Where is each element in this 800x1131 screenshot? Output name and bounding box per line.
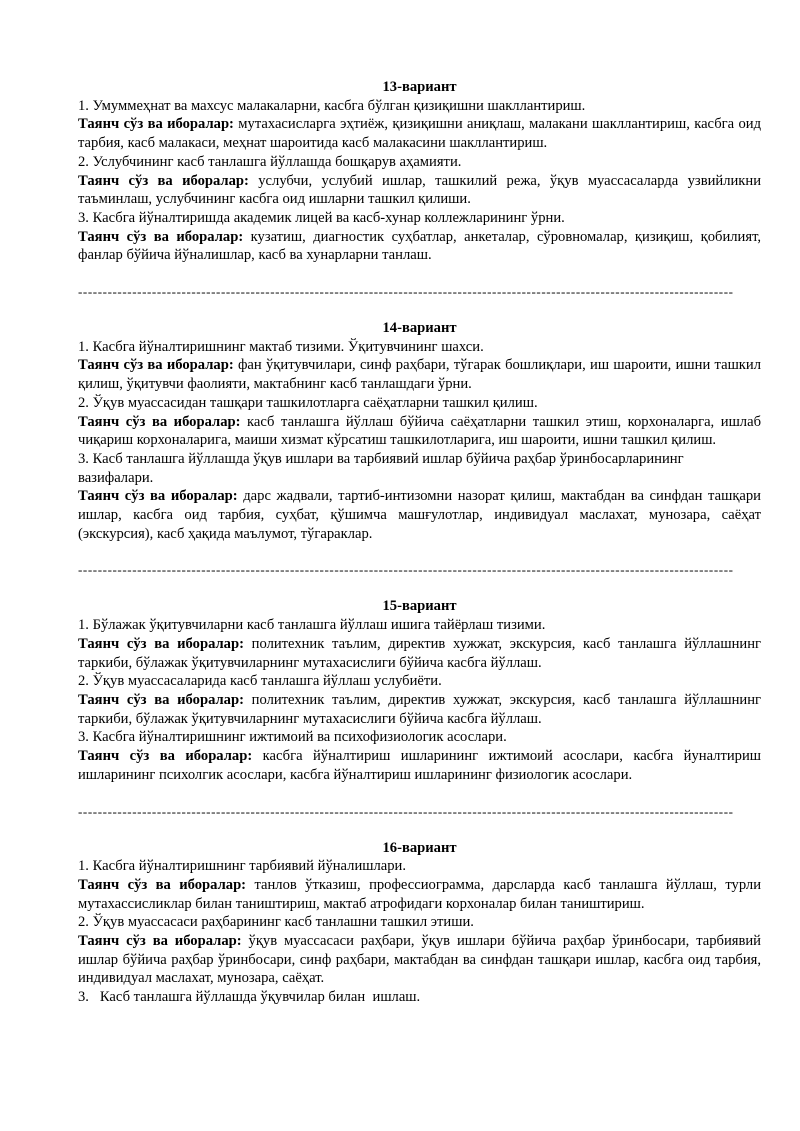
separator-line: ------------------------------------------------------------------------------------------------------------------------------------- (78, 562, 734, 578)
keywords-paragraph (78, 747, 761, 784)
keywords-text: услубчи, услубий ишлар, ташкилий режа, ўқув муассасаларда узвийликни таъминлаш, услубчининг касбга оид ишларни ташкил қилиши. (78, 172, 762, 208)
keywords-label: Таянч сўз ва иборалар: (78, 876, 247, 893)
question: 2. Ўқув муассасидан ташқари ташкилотларга саёҳатларни ташкил қилиш. (78, 394, 538, 411)
keywords-text: политехник таълим, директив хужжат, экскурсия, касб танлашга йўллашнинг таркиби, бўлажак ўқитувчиларнинг мутахасислиги бўйича касбга йўллаш. (78, 691, 761, 727)
keywords-label: Таянч сўз ва иборалар: (78, 172, 249, 189)
separator-line: ------------------------------------------------------------------------------------------------------------------------------------- (78, 803, 734, 819)
keywords-text: мутахасисларга эҳтиёж, қизиқишни аниқлаш, малакани шакллантириш, касбга оид тарбия, касб малакаси, меҳнат шароитида касб малакасини шакллантириш. (78, 116, 761, 152)
keywords-label: Таянч сўз ва иборалар: (78, 488, 238, 505)
keywords-text: фан ўқитувчилари, синф раҳбари, тўгарак бошлиқлари, иш шароити, ишни ташкил қилиш, ўқитувчи фаолияти, мактабнинг касб танлашдаги ўрни. (78, 357, 761, 393)
keywords-paragraph (78, 487, 761, 543)
keywords-label: Таянч сўз ва иборалар: (78, 413, 241, 430)
keywords-paragraph (78, 876, 761, 913)
keywords-text: танлов ўтказиш, профессиограмма, дарсларда касб танлашга йўллаш, турли мутахассисликлар билан таништириш, мактаб атрофидаги корхоналар билан таништириш. (78, 876, 762, 912)
keywords-label: Таянч сўз ва иборалар: (78, 933, 242, 950)
question: 2. Ўқув муассасаларида касб танлашга йўллаш услубиёти. (78, 673, 442, 690)
keywords-label: Таянч сўз ва иборалар: (78, 357, 234, 374)
variant-title: 13-вариант (382, 79, 457, 95)
question: 2. Ўқув муассасаси раҳбарининг касб танлашни ташкил этиши. (78, 914, 474, 931)
question: 2. Услубчининг касб танлашга йўллашда бошқарув аҳамияти. (78, 153, 462, 170)
variant-13 (78, 78, 761, 265)
keywords-label: Таянч сўз ва иборалар: (78, 691, 244, 708)
variant-title: 15-вариант (382, 598, 457, 615)
keywords-paragraph (78, 691, 761, 728)
keywords-paragraph (78, 356, 761, 393)
question: 1. Касбга йўналтиришнинг мактаб тизими. Ўқитувчининг шахси. (78, 338, 484, 355)
keywords-label: Таянч сўз ва иборалар: (78, 635, 244, 652)
keywords-text: кузатиш, диагностик суҳбатлар, анкеталар, сўровномалар, қизиқиш, қобилият, фанлар бўйича йўналишлар, касб ва хунарларни танлаш. (78, 228, 762, 264)
keywords-paragraph (78, 635, 761, 672)
keywords-label: Таянч сўз ва иборалар: (78, 748, 253, 765)
variant-title: 16-вариант (382, 839, 457, 856)
variant-title: 14-вариант (382, 320, 457, 337)
keywords-paragraph (78, 172, 761, 209)
keywords-text: дарс жадвали, тартиб-интизомни назорат қилиш, мактабдан ва синфдан ташқари ишлар, касбга оид тарбия, суҳбат, қўшимча машғулотлар, индивидуал маслахат, мунозара, саёҳат (экскурсия), касб ҳақида маълумот, тўгараклар. (78, 488, 761, 542)
keywords-paragraph (78, 115, 761, 152)
keywords-text: касбга йўналтириш ишларининг ижтимоий асослари, касбга йуналтириш ишларининг психолгик асослари, касбга йўналтириш ишларининг физиологик асослари. (78, 748, 762, 783)
document-page (78, 78, 761, 1007)
question: 3. Касбга йўналтиришда академик лицей ва касб-хунар коллежларининг ўрни. (78, 209, 565, 226)
question: 1. Касбга йўналтиришнинг тарбиявий йўналишлари. (78, 858, 407, 875)
variant-15 (78, 597, 761, 784)
keywords-label: Таянч сўз ва иборалар: (78, 228, 244, 245)
question: 3. Касбга йўналтиришнинг ижтимоий ва психофизиологик асослари. (78, 729, 507, 746)
keywords-text: ўқув муассасаси раҳбари, ўқув ишлари бўйича раҳбар ўринбосари, тарбиявий ишлар бўйича раҳбар ўринбосари, синф раҳбари, мактабдан ва синфдан ташқари ишлар, касбга оид тарбия, индивидуал маслахат, мунозара, саёҳат. (78, 933, 761, 987)
variant-16 (78, 839, 761, 1007)
question: 1. Умуммеҳнат ва махсус малакаларни, касбга бўлган қизиқишни шакллантириш. (78, 97, 586, 114)
keywords-paragraph (78, 413, 761, 450)
separator-line: ------------------------------------------------------------------------------------------------------------------------------------- (78, 284, 734, 300)
variant-14 (78, 319, 761, 543)
keywords-label: Таянч сўз ва иборалар: (78, 116, 234, 133)
keywords-text: политехник таълим, директив хужжат, экскурсия, касб танлашга йўллашнинг таркиби, бўлажак ўқитувчиларнинг мутахасислиги бўйича касбга йўллаш. (78, 635, 761, 671)
keywords-paragraph (78, 932, 761, 988)
keywords-text: касб танлашга йўллаш бўйича саёҳатларни ташкил этиш, корхоналарга, ишлаб чиқариш корхоналарига, маиши хизмат кўрсатиш ташкилотларига, иш шароити, ишни ташкил қилиш. (78, 413, 761, 449)
keywords-paragraph (78, 228, 761, 265)
question: 3. Касб танлашга йўллашда ўқув ишлари ва тарбиявий ишлар бўйича раҳбар ўринбосарларининг вазифалари. (78, 450, 684, 486)
question: 1. Бўлажак ўқитувчиларни касб танлашга йўллаш ишига тайёрлаш тизими. (78, 617, 546, 634)
question: 3. Касб танлашга йўллашда ўқувчилар билан ишлаш. (78, 989, 421, 1006)
